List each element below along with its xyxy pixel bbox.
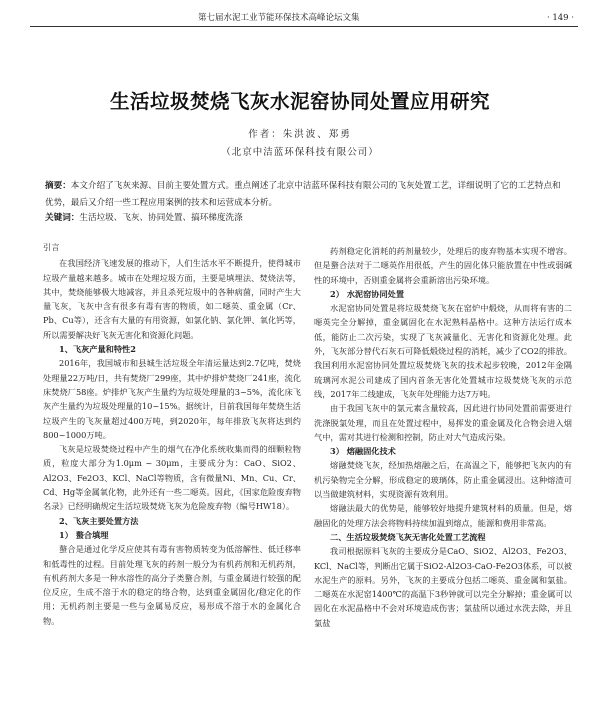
paragraph: 我司根据原料飞灰的主要成分是CaO、SiO2、Al2O3、Fe2O3、KCl、NaCl等，判断出它属于SiO2-Al2O3-CaO-Fe2O3体系，可以被水泥生产的原料。另外，飞灰的主要成分包括二噁英、重金属和氯盐。二噁英在水泥窑1400℃的高温下3秒钟就可以完全分解掉；重金属可以固化在水泥晶格中不会对环境造成伤害；氯盐所以通过水洗去除，并且氯盐 — [314, 546, 572, 628]
affiliation: （北京中洁蓝环保科技有限公司） — [221, 147, 379, 158]
subsection-heading: 2） 水泥窑协同处置 — [330, 288, 405, 299]
running-header-title: 第七届水泥工业节能环保技术高峰论坛文集 — [198, 13, 360, 23]
paragraph: 水泥窑协同处置是将垃圾焚烧飞灰在窑炉中煅烧，从而将有害的二噁英完全分解掉，重金属固化在水泥熟料晶格中。这种方法运行成本低，能防止二次污染，实现了飞灰减量化、无害化和资源化处理。此外，飞灰部分替代石灰石可降低煅烧过程的消耗，减少了CO2的排放。我国利用水泥窑协同处置垃圾焚烧飞灰的技术起步较晚，2012年金隅琉璃河水泥公司建成了国内首条无害化处置城市垃圾焚烧飞灰的示范线，2017年二线建成，飞灰年处理能力达7万吨。 — [314, 303, 572, 399]
keywords-text: 生活垃圾、飞灰、协同处置、搞环梯度洗涤 — [79, 213, 243, 223]
abstract-label: 摘要： — [45, 181, 71, 191]
abstract-text: 本文介绍了飞灰来源、目前主要处置方式。重点阐述了北京中洁蓝环保科技有限公司的飞灰处置工艺，详细说明了它的工艺特点和优势，最后又介绍一些工程应用案例的技术和运营成本分析。 — [45, 181, 561, 208]
paragraph: 熔融法最大的优势是，能够较好地提升建筑材料的质量。但是，熔融固化的处理方法会将物料持续加温到熔点，能源和费用非常高。 — [314, 503, 572, 528]
running-header — [30, 10, 578, 27]
right-column — [314, 244, 572, 630]
paragraph: 在我国经济飞速发展的推动下，人们生活水平不断提升，使得城市垃圾产量越来越多。城市在处理垃圾方面，主要是填埋法、焚烧法等，其中，焚烧能够极大地减容，并且杀死垃圾中的各种病菌，同时产生大量飞灰，飞灰中含有很多有毒有害的物质，如二噁英、重金属（Cr、Pb、Cu等），还含有大量的有用资源，如氯化钠、氯化钾、氧化钙等，所以需要解决好飞灰无害化和资源化问题。 — [43, 258, 301, 340]
paper-title: 生活垃圾焚烧飞灰水泥窑协同处置应用研究 — [109, 90, 490, 113]
subsection-heading: 1） 螯合填埋 — [59, 529, 109, 540]
paragraph: 由于我国飞灰中的氯元素含量较高，因此进行协同处置前需要进行洗涤脱氯处理，而且在处置过程中，易挥发的重金属及化合物会进入烟气中，需对其进行检测和控制，防止对大气造成污染。 — [314, 403, 572, 442]
intro-heading: 引言 — [43, 242, 60, 252]
paragraph: 熔融焚烧飞灰，经加热熔融之后，在高温之下，能够把飞灰内的有机污染物完全分解，形成稳定的玻璃体，防止重金属浸出。这种熔渣可以当做建筑材料，实现资源有效利用。 — [314, 460, 572, 500]
section-heading: 2、飞灰主要处置方法 — [59, 515, 139, 526]
paragraph: 药剂稳定化消耗的药剂量较少，处理后的废弃物基本实现不增容。但是螯合法对于二噁英作用很低，产生的固化体只能放置在中性或弱碱性的环境中，否则重金属将会重新溶出污染环境。 — [314, 246, 572, 285]
abstract — [45, 178, 565, 212]
subsection-heading: 3） 熔融固化技术 — [330, 446, 396, 457]
page-number: · 149 · — [546, 13, 574, 23]
paragraph: 飞灰是垃圾焚烧过程中产生的烟气在净化系统收集而得的细颗粒物质，粒度大部分为1.0μm ~ 30μm，主要成分为：CaO、SiO2、Al2O3、Fe2O3、KCl、NaCl等物质，含有微量Ni、Mn、Cu、Cr、Cd、Hg等金属氧化物，此外还有一些二噁英。因此，《国家危险废弃物名录》已经明确规定生活垃圾焚烧飞灰为危险废弃物（编号HW18）。 — [43, 444, 301, 512]
paragraph: 螯合是通过化学反应使其有毒有害物质转变为低溶解性、低迁移率和低毒性的过程。目前处理飞灰的药剂一般分为有机药剂和无机药剂，有机药剂大多是一种水溶性的高分子类螯合剂，与重金属进行较强的配位反应，生成不溶于水的稳定的络合物，达到重金属固化/稳定化的作用；无机药剂主要是一些与金属易反应，易形成不溶于水的金属化合物。 — [43, 544, 301, 626]
section-heading: 二、生活垃圾焚烧飞灰无害化处置工艺流程 — [330, 531, 486, 542]
left-column — [43, 240, 301, 628]
keywords-label: 关键词： — [45, 213, 80, 223]
authors: 作者：朱洪波、郑勇 — [248, 129, 352, 140]
section-heading: 1、飞灰产量和特性2 — [59, 344, 136, 355]
paragraph: 2016年，我国城市和县城生活垃圾全年清运量达到2.7亿吨，焚烧处理量22万吨/日，共有焚烧厂299座，其中炉排炉焚烧厂241座，流化床焚烧厂58座。炉排炉飞灰产生量约为垃圾处理量的3~5%，流化床飞灰产生量约为垃圾处理量的10~15%。据统计，目前我国每年焚烧生活垃圾产生的飞灰量超过400万吨，到2020年，每年排放飞灰将达到约800~1000万吨。 — [43, 358, 301, 440]
keywords — [45, 211, 565, 225]
